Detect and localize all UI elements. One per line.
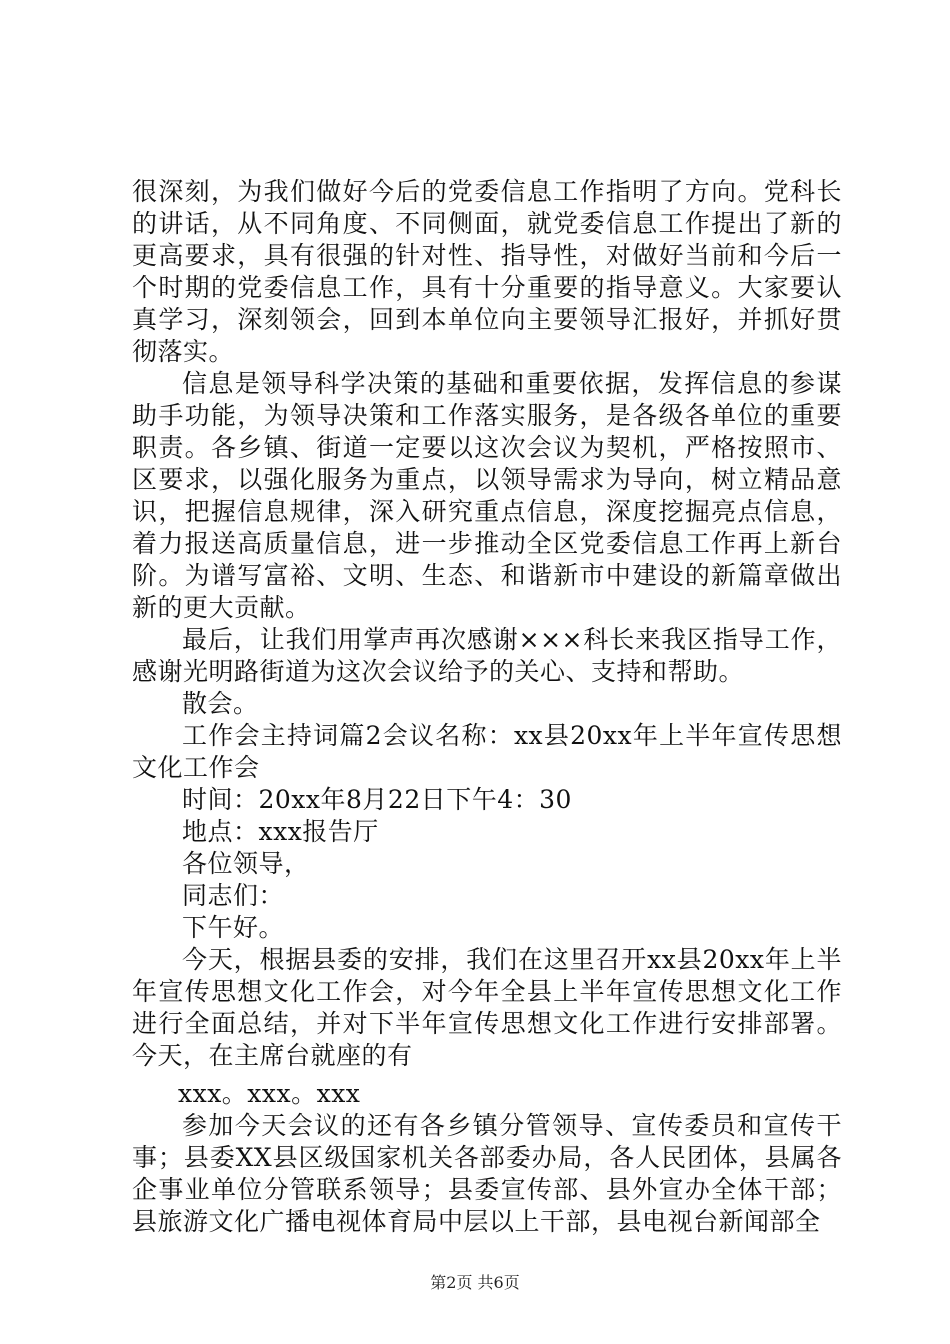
page-number-footer: 第2页 共6页 [430,1273,520,1292]
paragraph-greeting-leaders: 各位领导， [182,849,310,878]
paragraph-closing-thanks: 最后，让我们用掌声再次感谢×××科长来我区指导工作，感谢光明路街道为这次会议给予的关心、支持和帮助。 [132,625,842,686]
paragraph-meeting-name: 工作会主持词篇2会议名称：xx县20xx年上半年宣传思想文化工作会 [132,721,842,782]
paragraph-attendees-names: xxx。xxx。xxx [178,1079,361,1108]
paragraph-meeting-place: 地点：xxx报告厅 [182,817,379,846]
paragraph-attendees: 参加今天会议的还有各乡镇分管领导、宣传委员和宣传干事；县委XX县区级国家机关各部委办局，各人民团体，县属各企事业单位分管联系领导；县委宣传部、县外宣办全体干部；县旅游文化广播电视体育局中层以上干部，县电视台新闻部全 [132,1111,842,1236]
paragraph-opening: 今天，根据县委的安排，我们在这里召开xx县20xx年上半年宣传思想文化工作会，对今年全县上半年宣传思想文化工作进行全面总结，并对下半年宣传思想文化工作进行安排部署。今天，在主席台就座的有 [132,945,842,1070]
document-body [132,176,842,1238]
paragraph-continuation: 很深刻，为我们做好今后的党委信息工作指明了方向。党科长的讲话，从不同角度、不同侧面，就党委信息工作提出了新的更高要求，具有很强的针对性、指导性，对做好当前和今后一个时期的党委信息工作，具有十分重要的指导意义。大家要认真学习，深刻领会，回到本单位向主要领导汇报好，并抓好贯彻落实。 [132,177,842,366]
paragraph-information-role: 信息是领导科学决策的基础和重要依据，发挥信息的参谋助手功能，为领导决策和工作落实服务，是各级各单位的重要职责。各乡镇、街道一定要以这次会议为契机，严格按照市、区要求，以强化服务为重点，以领导需求为导向，树立精品意识，把握信息规律，深入研究重点信息，深度挖掘亮点信息，着力报送高质量信息，进一步推动全区党委信息工作再上新台阶。为谱写富裕、文明、生态、和谐新市中建设的新篇章做出新的更大贡献。 [132,369,842,622]
paragraph-meeting-time: 时间：20xx年8月22日下午4：30 [182,785,572,814]
paragraph-greeting-comrades: 同志们： [182,881,285,910]
paragraph-adjourn: 散会。 [182,689,259,718]
paragraph-good-afternoon: 下午好。 [182,913,285,942]
